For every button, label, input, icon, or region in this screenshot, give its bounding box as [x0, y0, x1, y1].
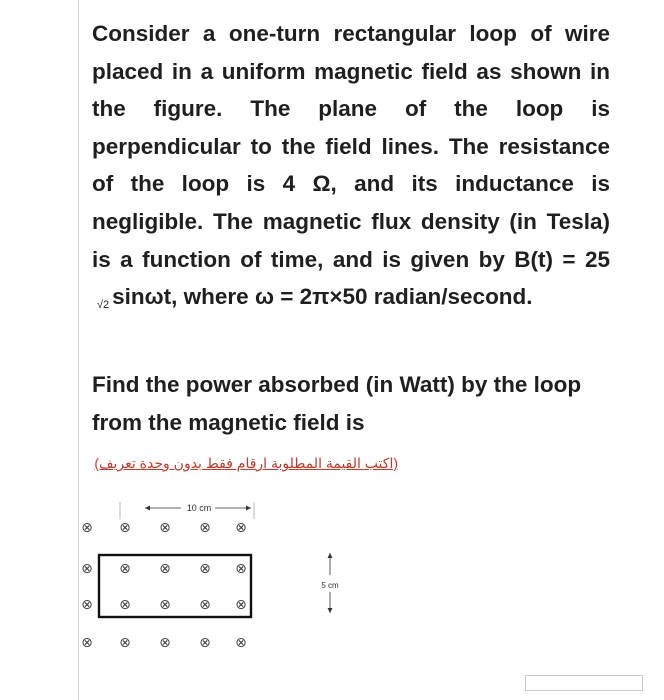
question-text-end: sinωt, where ω = 2π×50 radian/second. [112, 284, 533, 310]
field-into-page-icon: ⊗ [235, 597, 247, 613]
field-into-page-icon: ⊗ [81, 520, 93, 536]
field-into-page-icon: ⊗ [159, 597, 171, 613]
height-label: 5 cm [321, 581, 339, 590]
field-into-page-icon: ⊗ [199, 520, 211, 536]
question-card [78, 0, 664, 700]
field-into-page-icon: ⊗ [199, 635, 211, 651]
field-into-page-icon: ⊗ [235, 635, 247, 651]
answer-format-hint: (اكتب القيمة المطلوبة ارقام فقط بدون وحدة تعريف) [94, 455, 398, 471]
sqrt-two-symbol: √2 [97, 299, 110, 312]
field-into-page-icon: ⊗ [159, 635, 171, 651]
question-text [92, 15, 610, 325]
question-prompt: Find the power absorbed (in Watt) by the loop from the magnetic field is [92, 372, 582, 435]
answer-input[interactable] [525, 675, 643, 691]
magnetic-field-loop-figure [81, 495, 413, 655]
question-text-start: Consider a one-turn rectangular loop of wire placed in a uniform magnetic field as shown in the figure. The plane of the loop is perpendicular to the field lines. The resistance of the loop is 4 Ω, and its inductance is negligible. The magnetic flux density (in Tesla) is a function of time, and is given by B(t) = 25 [92, 21, 610, 272]
width-label: 10 cm [186, 503, 212, 513]
field-into-page-icon: ⊗ [199, 597, 211, 613]
field-into-page-icon: ⊗ [159, 520, 171, 536]
field-into-page-icon: ⊗ [119, 635, 131, 651]
width-arrow-right-icon [246, 506, 251, 511]
height-arrow-up-icon [328, 553, 333, 558]
field-into-page-icon: ⊗ [235, 561, 247, 577]
field-into-page-icon: ⊗ [81, 597, 93, 613]
field-into-page-icon: ⊗ [119, 561, 131, 577]
field-into-page-icon: ⊗ [159, 561, 171, 577]
field-into-page-icon: ⊗ [119, 520, 131, 536]
field-into-page-icon: ⊗ [199, 561, 211, 577]
field-into-page-icon: ⊗ [119, 597, 131, 613]
field-into-page-icon: ⊗ [81, 635, 93, 651]
width-arrow-left-icon [145, 506, 150, 511]
height-arrow-down-icon [328, 608, 333, 613]
field-into-page-icon: ⊗ [235, 520, 247, 536]
field-into-page-icon: ⊗ [81, 561, 93, 577]
